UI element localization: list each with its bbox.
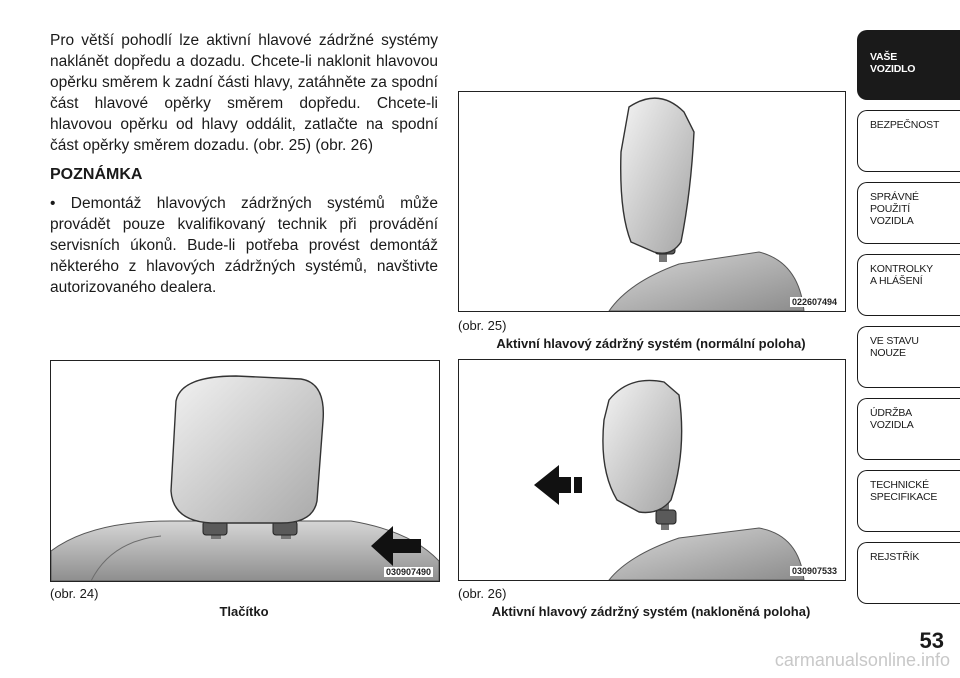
tab-bezpecnost[interactable] [857,110,960,172]
figure-24-caption: Tlačítko [219,604,269,619]
tab-spravne-pouziti-vozidla[interactable] [857,182,960,244]
headrest-tilted-illustration [459,360,845,580]
tab-label: KONTROLKY A HLÁŠENÍ [870,263,933,287]
headrest-button-illustration [51,361,439,581]
tab-technicke-specifikace[interactable] [857,470,960,532]
tab-kontrolky-a-hlaseni[interactable] [857,254,960,316]
figure-code: 022607494 [791,297,837,307]
tab-label: BEZPEČNOST [870,119,940,131]
figure-25-label: (obr. 25) [458,318,507,333]
figure-26-label: (obr. 26) [458,586,507,601]
note-heading: POZNÁMKA [50,166,143,183]
tab-label: VAŠE VOZIDLO [870,51,916,75]
tab-label: SPRÁVNÉ POUŽITÍ VOZIDLA [870,191,919,227]
note-text: • Demontáž hlavových zádržných systémů může provádět pouze kvalifikovaný technik při provádění servisních úkonů. Bude-li potřeba provést demontáž některého z hlavových zádržných systémů, navštivte autorizovaného dealera. [50,195,438,296]
figure-25-normal-position [458,91,846,312]
figure-24-headrest-button [50,360,440,582]
tab-udrzba-vozidla[interactable] [857,398,960,460]
intro-paragraph: Pro větší pohodlí lze aktivní hlavové zádržné systémy naklánět dopředu a dozadu. Chcete-li naklonit hlavovou opěrku směrem k zadní části hlavy, zatáhněte za spodní část hlavové opěrky směrem dopředu. Chcete-li hlavovou opěrku od hlavy oddálit, zatlačte na spodní část opěrky směrem dozadu. (obr. 25) (obr. 26) [50,32,438,154]
figure-24-label: (obr. 24) [50,586,99,601]
tab-label: TECHNICKÉ SPECIFIKACE [870,479,938,503]
watermark: carmanualsonline.info [774,650,950,670]
tab-label: ÚDRŽBA VOZIDLA [870,407,914,431]
headrest-normal-illustration [459,92,845,311]
figure-25-caption: Aktivní hlavový zádržný systém (normální poloha) [496,336,806,351]
tab-label: REJSTŘÍK [870,551,920,563]
tab-ve-stavu-nouze[interactable] [857,326,960,388]
figure-code: 030907533 [791,566,837,576]
chapter-tabs [857,30,960,614]
figure-26-tilted-position [458,359,846,581]
figure-code: 030907490 [385,567,431,577]
tab-label: VE STAVU NOUZE [870,335,919,359]
tab-rejstrik[interactable] [857,542,960,604]
body-text [50,30,438,306]
tab-vase-vozidlo[interactable] [857,30,960,100]
figure-26-caption: Aktivní hlavový zádržný systém (nakloněná poloha) [491,604,811,619]
page-number: 53 [919,628,944,653]
